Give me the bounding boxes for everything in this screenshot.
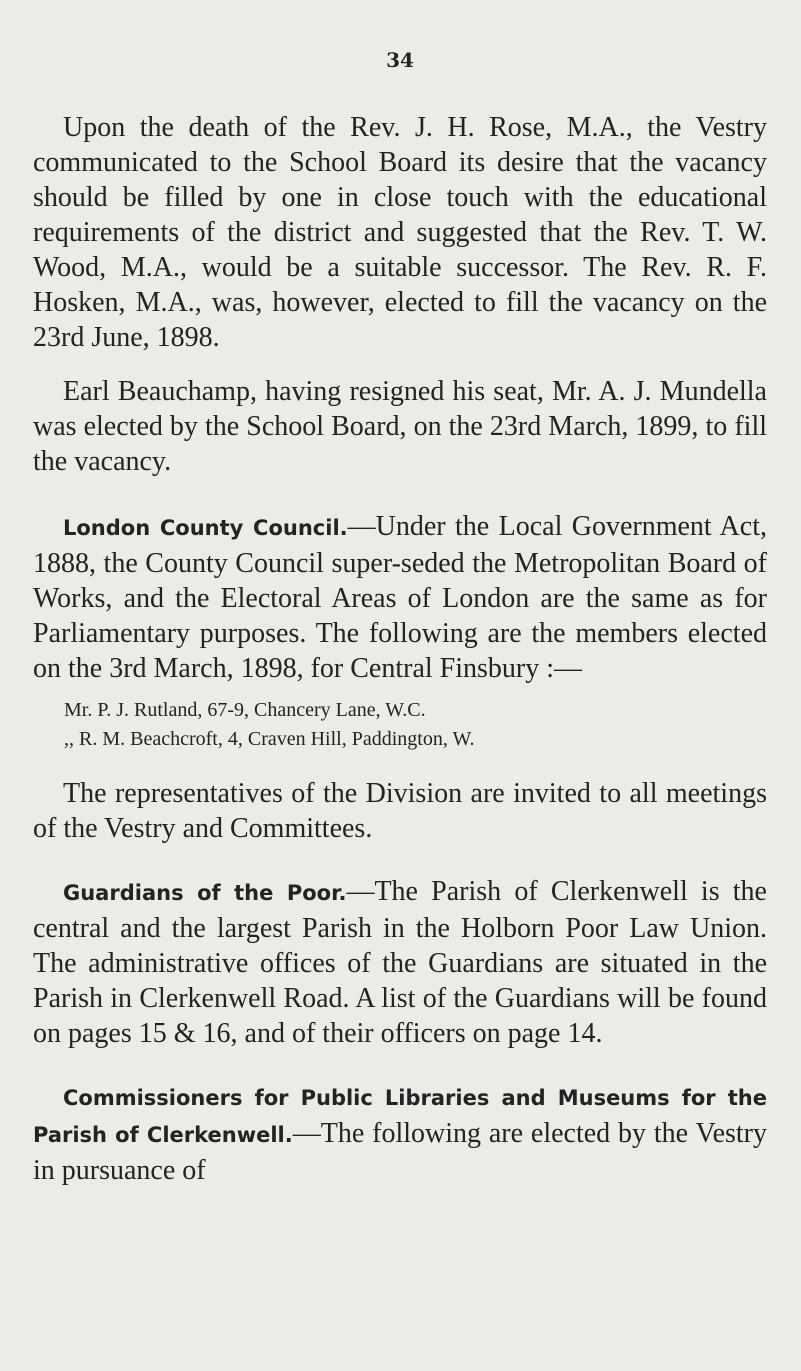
section-body-london-county-council: —Under the Local Government Act, 1888, the County Council super-seded the Metropolitan Board of Works, and the Electoral Areas of London are the same as for Parliamentary purposes. The following are the members elected on the 3rd March, 1898, for Central Finsbury :— (33, 511, 767, 684)
paragraph-guardians-of-the-poor (33, 874, 767, 1051)
member-item: ,, R. M. Beachcroft, 4, Craven Hill, Paddington, W. (64, 728, 475, 750)
paragraph-commissioners (33, 1079, 767, 1188)
spacer (33, 754, 767, 776)
section-heading-commissioners: Commissioners for Public Libraries and Museums for the Parish of Clerkenwell. (33, 1086, 767, 1147)
section-body-guardians: —The Parish of Clerkenwell is the central and the largest Parish in the Holborn Poor Law Union. The administrative offices of the Guardians are situated in the Parish in Clerkenwell Road. A list of the Guardians will be found on pages 15 & 16, and of their officers on page 14. (33, 876, 767, 1049)
section-heading-london-county-council: London County Council. (63, 516, 348, 540)
paragraph-rose-vacancy: Upon the death of the Rev. J. H. Rose, M.A., the Vestry communicated to the School Board its desire that the vacancy should be filled by one in close touch with the educational requirements of the district and suggested that the Rev. T. W. Wood, M.A., would be a suitable successor. The Rev. R. F. Hosken, M.A., was, however, elected to fill the vacancy on the 23rd June, 1898. (33, 112, 767, 353)
paragraph-london-county-council (33, 509, 767, 686)
spacer (33, 355, 767, 374)
section-body-commissioners: —The following are elected by the Vestry in pursuance of (33, 1118, 767, 1186)
paragraph-beauchamp: Earl Beauchamp, having resigned his seat, Mr. A. J. Mundella was elected by the School Board, on the 23rd March, 1899, to fill the vacancy. (33, 376, 767, 477)
section-heading-guardians: Guardians of the Poor. (63, 881, 347, 905)
members-list (33, 696, 767, 754)
paragraph-representatives: The representatives of the Division are invited to all meetings of the Vestry and Committees. (33, 778, 767, 844)
spacer (33, 1051, 767, 1079)
member-item: Mr. P. J. Rutland, 67-9, Chancery Lane, W.C. (64, 699, 426, 721)
spacer (33, 479, 767, 509)
page-number: 34 (386, 48, 414, 72)
spacer (33, 846, 767, 874)
